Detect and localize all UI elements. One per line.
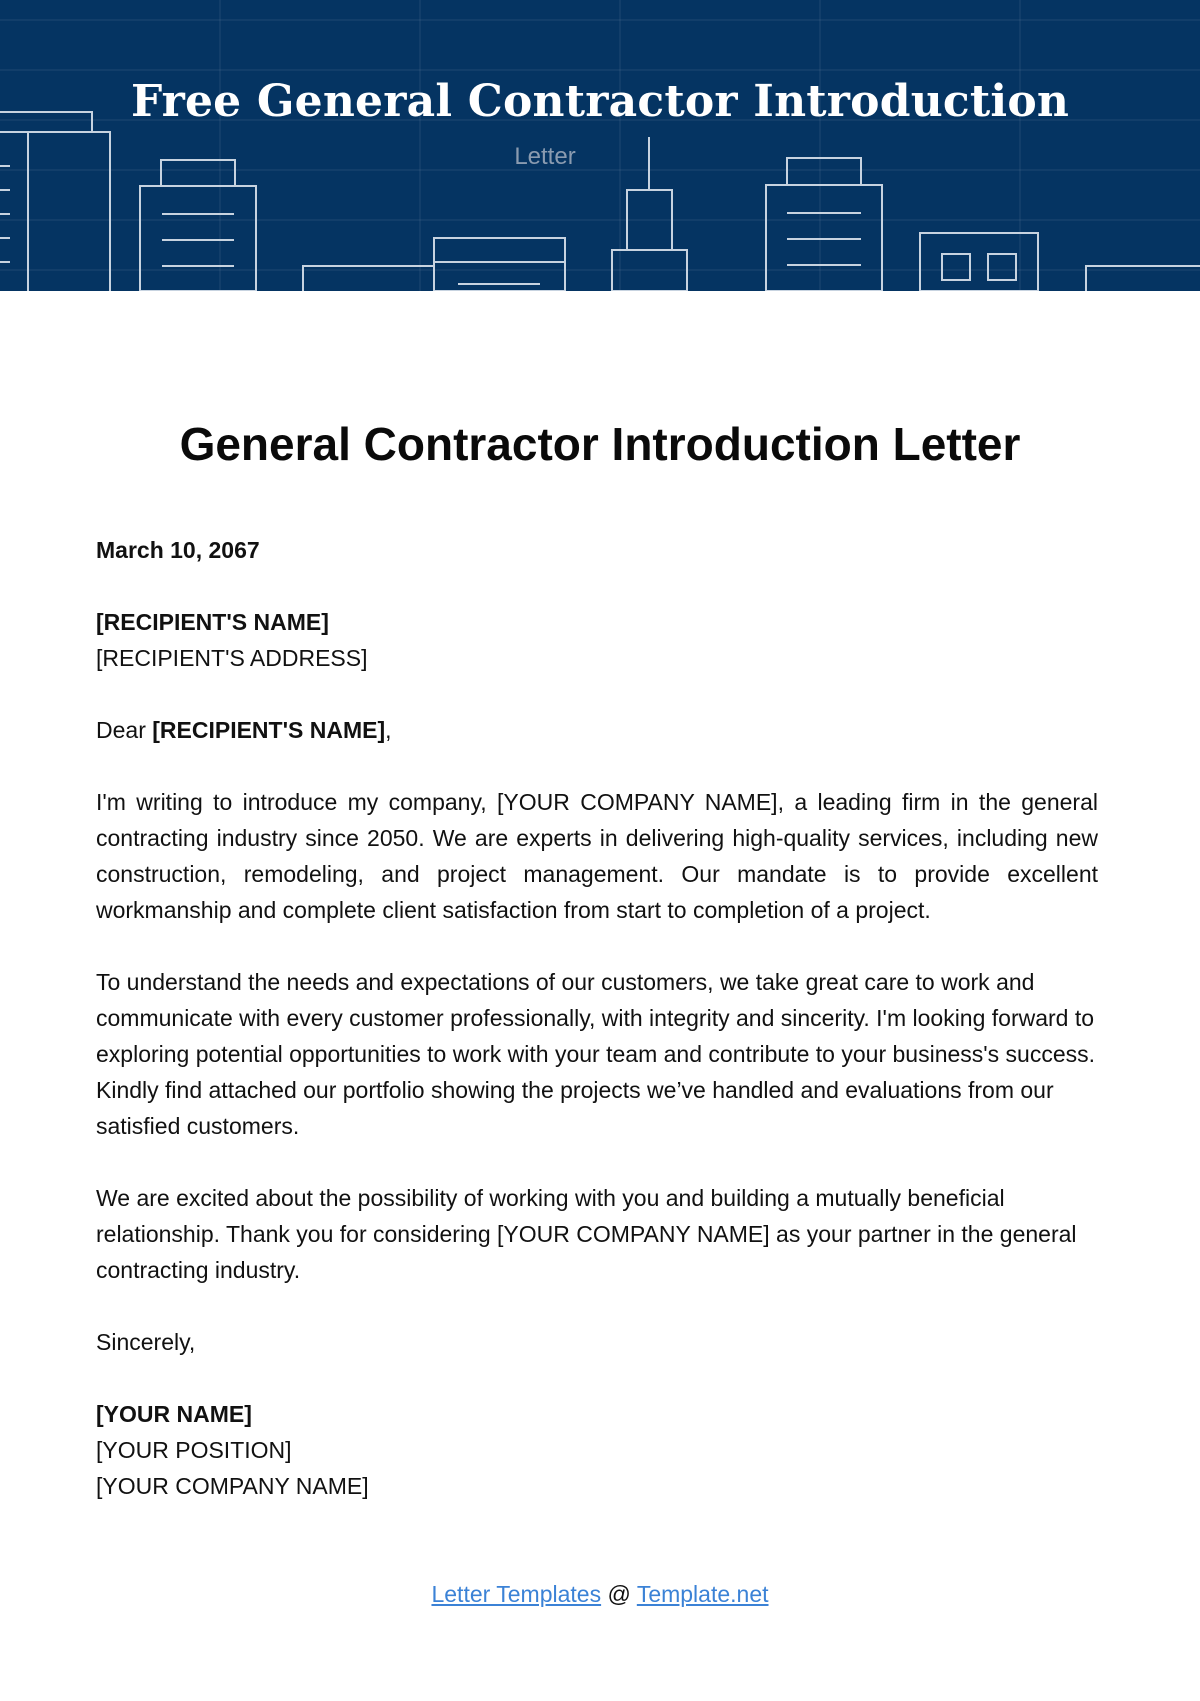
recipient-block [96, 604, 1098, 676]
body-paragraph-1: I'm writing to introduce my company, [YOUR COMPANY NAME], a leading firm in the general contracting industry since 2050. We are experts in delivering high-quality services, including new construction, remodeling, and project management. Our mandate is to provide excellent workmanship and complete client satisfaction from start to completion of a project. [96, 789, 1098, 923]
sender-name: [YOUR NAME] [96, 1401, 252, 1427]
banner-subtitle: Letter [514, 143, 576, 170]
recipient-address: [RECIPIENT'S ADDRESS] [96, 645, 368, 671]
template-net-link[interactable]: Template.net [636, 1581, 769, 1607]
salutation-suffix: , [385, 717, 392, 743]
banner-title: Free General Contractor Introduction [130, 76, 1070, 127]
salutation-prefix: Dear [96, 717, 153, 743]
letter-title: General Contractor Introduction Letter [179, 418, 1021, 470]
footer [0, 1576, 1200, 1612]
sender-company: [YOUR COMPANY NAME] [96, 1473, 369, 1499]
letter-date: March 10, 2067 [96, 537, 260, 563]
sender-position: [YOUR POSITION] [96, 1437, 292, 1463]
footer-separator: @ [601, 1581, 637, 1607]
salutation [96, 712, 1098, 748]
salutation-name: [RECIPIENT'S NAME] [152, 717, 386, 743]
letter-templates-link[interactable]: Letter Templates [431, 1581, 602, 1607]
letter-body [96, 532, 1098, 1540]
body-paragraph-3: We are excited about the possibility of working with you and building a mutually beneficial relationship. Thank you for considering [YOUR COMPANY NAME] as your partner in the general contracting industry. [96, 1185, 1077, 1283]
signature-block [96, 1396, 1098, 1504]
header-banner [0, 0, 1200, 291]
recipient-name: [RECIPIENT'S NAME] [96, 609, 329, 635]
closing: Sincerely, [96, 1329, 196, 1355]
body-paragraph-2: To understand the needs and expectations of our customers, we take great care to work and communicate with every customer professionally, with integrity and sincerity. I'm looking forward to exploring potential opportunities to work with your team and contribute to your business's success. Kindly find attached our portfolio showing the projects we’ve handled and evaluations from our satisfied customers. [96, 969, 1096, 1139]
